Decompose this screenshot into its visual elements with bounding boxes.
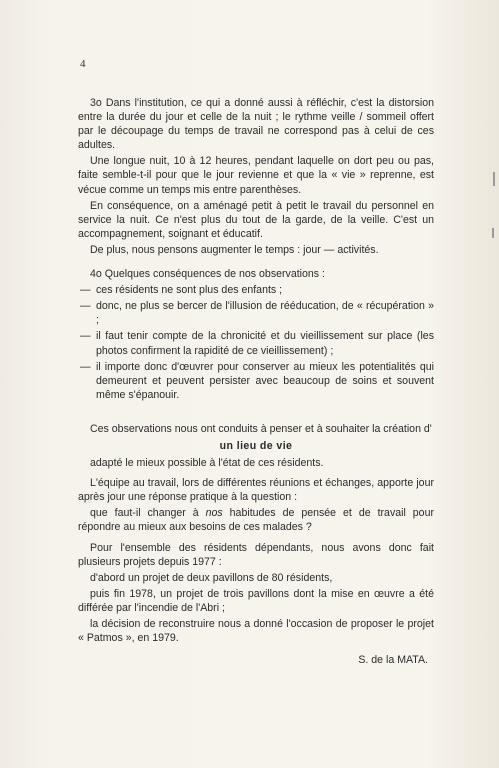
section3-paragraph-3: En conséquence, on a aménagé petit à petit le travail du personnel en service la nuit. Ce n'est plus du tout de la garde, de la veille. C'est un accompagnement, soignant et éducatif. [78,199,434,240]
conclusion-paragraph-6: d'abord un projet de deux pavillons de 80 résidents, [90,571,333,584]
list-item-text: ces résidents ne sont plus des enfants ; [96,284,283,297]
list-item-text: donc, ne plus se bercer de l'illusion de rééducation, de « récupération » ; [96,300,434,327]
conclusion-paragraph-5: Pour l'ensemble des résidents dépendants, nous avons donc fait plusieurs projets depuis 1977 : [78,541,434,568]
lieu-de-vie-heading: un lieu de vie [219,439,293,452]
conclusion-paragraph-1: Ces observations nous ont conduits à penser et à souhaiter la création d' [90,422,432,435]
body-text [78,96,434,678]
dash-bullet: — [80,330,91,343]
list-item-text: il faut tenir compte de la chronicité et du vieillissement sur place (les photos confirment la rapidité de ce vieillissement) ; [96,330,434,357]
list-item [78,360,434,402]
conclusion-question [78,506,434,534]
page-number: 4 [80,58,86,70]
list-item [78,299,434,327]
section3-paragraph-1: 3o Dans l'institution, ce qui a donné aussi à réfléchir, c'est la distorsion entre la durée du jour et celle de la nuit ; le rythme veille / sommeil offert par le découpage du temps de travail ne correspond pas à celui de ces adultes. [78,97,434,152]
conclusion-paragraph-3: L'équipe au travail, lors de différentes réunions et échanges, apporte jour après jour une réponse pratique à la question : [78,477,434,504]
list-item-text: il importe donc d'œuvrer pour conserver au mieux les potentialités qui demeurent et peuvent persister avec beaucoup de soins et souvent même s'épanouir. [96,360,434,401]
section4-intro: 4o Quelques conséquences de nos observations : [90,268,325,281]
consequences-list [78,283,434,402]
list-item [78,329,434,357]
section3-paragraph-4: De plus, nous pensons augmenter le temps : jour — activités. [90,243,379,256]
author-signature: S. de la MATA. [358,654,428,667]
dash-bullet: — [80,284,91,297]
section3-paragraph-2: Une longue nuit, 10 à 12 heures, pendant laquelle on dort peu ou pas, faite semble-t-il pour que le jour revienne et que la « vie » reprenne, est vécue comme un temps mis entre parenthèses. [78,155,434,196]
list-item [78,283,434,297]
conclusion-paragraph-7: puis fin 1978, un projet de trois pavillons dont la mise en œuvre a été différée par l'incendie de l'Abri ; [78,587,434,614]
margin-mark-bottom [492,228,494,238]
conclusion-paragraph-8: la décision de reconstruire nous a donné l'occasion de proposer le projet « Patmos », en 1979. [78,618,434,645]
conclusion-question-text: que faut-il changer à nos habitudes de pensée et de travail pour répondre au mieux aux besoins de ces malades ? [78,507,434,534]
dash-bullet: — [80,360,91,373]
margin-mark-top [493,172,495,186]
dash-bullet: — [80,300,91,313]
conclusion-paragraph-2: adapté le mieux possible à l'état de ces résidents. [90,457,324,470]
